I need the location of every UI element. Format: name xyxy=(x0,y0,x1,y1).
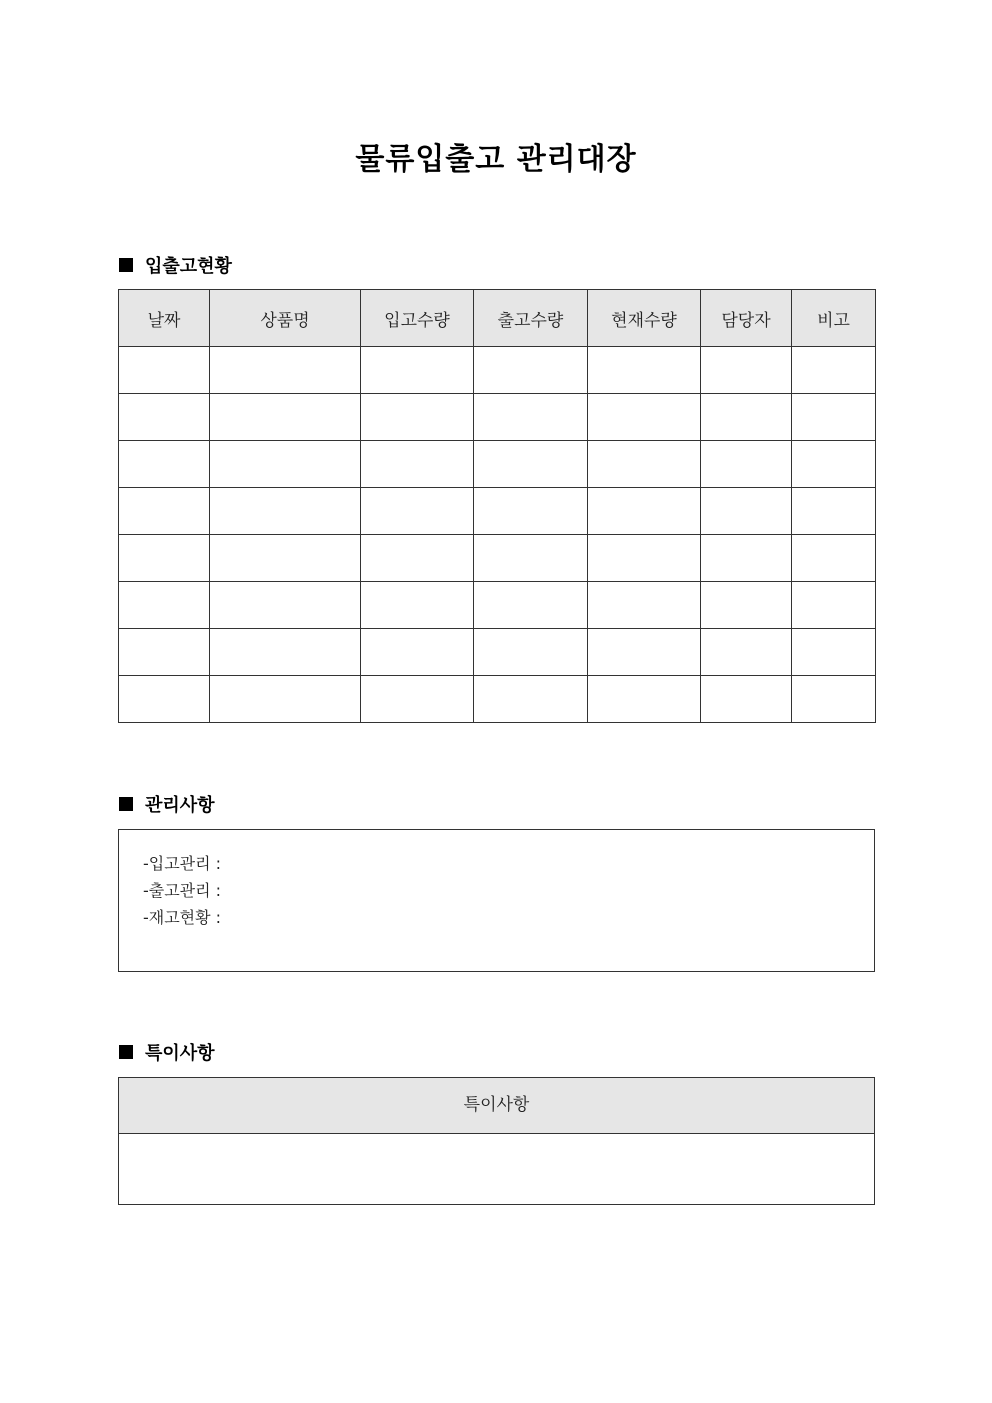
table-cell[interactable] xyxy=(119,535,210,582)
table-cell[interactable] xyxy=(210,629,361,676)
table-cell[interactable] xyxy=(588,441,701,488)
table-row xyxy=(119,347,876,394)
table-cell[interactable] xyxy=(119,676,210,723)
table-cell[interactable] xyxy=(792,347,876,394)
table-cell[interactable] xyxy=(210,676,361,723)
table-cell[interactable] xyxy=(474,347,588,394)
table-cell[interactable] xyxy=(588,676,701,723)
table-cell[interactable] xyxy=(792,629,876,676)
special-notes-box xyxy=(118,1077,875,1205)
table-cell[interactable] xyxy=(119,347,210,394)
special-notes-content[interactable] xyxy=(119,1134,874,1204)
section-heading-label: 입출고현황 xyxy=(145,256,232,277)
table-cell[interactable] xyxy=(701,347,792,394)
table-row xyxy=(119,488,876,535)
management-line-stock: -재고현황 : xyxy=(143,908,222,927)
column-header-remarks: 비고 xyxy=(792,290,876,347)
section-heading-management xyxy=(119,792,215,816)
table-cell[interactable] xyxy=(701,676,792,723)
table-cell[interactable] xyxy=(210,394,361,441)
table-cell[interactable] xyxy=(474,535,588,582)
table-cell[interactable] xyxy=(792,441,876,488)
management-line-inbound: -입고관리 : xyxy=(143,854,222,873)
table-cell[interactable] xyxy=(792,394,876,441)
section-heading-label: 특이사항 xyxy=(145,1043,215,1064)
table-cell[interactable] xyxy=(474,441,588,488)
table-cell[interactable] xyxy=(792,535,876,582)
table-cell[interactable] xyxy=(792,582,876,629)
table-cell[interactable] xyxy=(701,582,792,629)
table-cell[interactable] xyxy=(119,441,210,488)
management-notes-box[interactable] xyxy=(118,829,875,972)
column-header-current-qty: 현재수량 xyxy=(588,290,701,347)
table-cell[interactable] xyxy=(792,676,876,723)
table-row xyxy=(119,629,876,676)
table-cell[interactable] xyxy=(474,394,588,441)
table-row xyxy=(119,582,876,629)
section-heading-notes xyxy=(119,1040,215,1064)
section-heading-status xyxy=(119,253,232,277)
column-header-product: 상품명 xyxy=(210,290,361,347)
table-cell[interactable] xyxy=(361,535,474,582)
table-row xyxy=(119,676,876,723)
table-cell[interactable] xyxy=(792,488,876,535)
table-cell[interactable] xyxy=(361,582,474,629)
square-bullet-icon xyxy=(119,797,133,811)
table-cell[interactable] xyxy=(588,347,701,394)
table-cell[interactable] xyxy=(361,347,474,394)
table-cell[interactable] xyxy=(588,582,701,629)
table-header-row xyxy=(119,290,876,347)
column-header-date: 날짜 xyxy=(119,290,210,347)
table-cell[interactable] xyxy=(701,488,792,535)
inventory-ledger-table xyxy=(118,289,876,723)
table-cell[interactable] xyxy=(588,535,701,582)
table-cell[interactable] xyxy=(361,676,474,723)
square-bullet-icon xyxy=(119,1045,133,1059)
table-cell[interactable] xyxy=(701,394,792,441)
table-cell[interactable] xyxy=(210,582,361,629)
column-header-outbound-qty: 출고수량 xyxy=(474,290,588,347)
table-cell[interactable] xyxy=(119,394,210,441)
table-cell[interactable] xyxy=(210,488,361,535)
table-cell[interactable] xyxy=(119,629,210,676)
table-cell[interactable] xyxy=(474,629,588,676)
table-cell[interactable] xyxy=(361,394,474,441)
table-cell[interactable] xyxy=(588,394,701,441)
table-cell[interactable] xyxy=(701,535,792,582)
table-cell[interactable] xyxy=(361,629,474,676)
table-cell[interactable] xyxy=(474,582,588,629)
table-cell[interactable] xyxy=(119,488,210,535)
table-cell[interactable] xyxy=(210,347,361,394)
page-title: 물류입출고 관리대장 xyxy=(355,142,637,177)
management-line-outbound: -출고관리 : xyxy=(143,881,222,900)
table-row xyxy=(119,535,876,582)
table-cell[interactable] xyxy=(701,629,792,676)
table-cell[interactable] xyxy=(361,441,474,488)
special-notes-header: 특이사항 xyxy=(119,1078,874,1134)
table-cell[interactable] xyxy=(119,582,210,629)
table-cell[interactable] xyxy=(588,488,701,535)
table-row xyxy=(119,394,876,441)
section-heading-label: 관리사항 xyxy=(145,795,215,816)
table-cell[interactable] xyxy=(210,441,361,488)
column-header-inbound-qty: 입고수량 xyxy=(361,290,474,347)
column-header-manager: 담당자 xyxy=(701,290,792,347)
square-bullet-icon xyxy=(119,258,133,272)
table-cell[interactable] xyxy=(210,535,361,582)
table-cell[interactable] xyxy=(474,676,588,723)
table-cell[interactable] xyxy=(361,488,474,535)
table-cell[interactable] xyxy=(474,488,588,535)
table-cell[interactable] xyxy=(588,629,701,676)
table-cell[interactable] xyxy=(701,441,792,488)
table-row xyxy=(119,441,876,488)
